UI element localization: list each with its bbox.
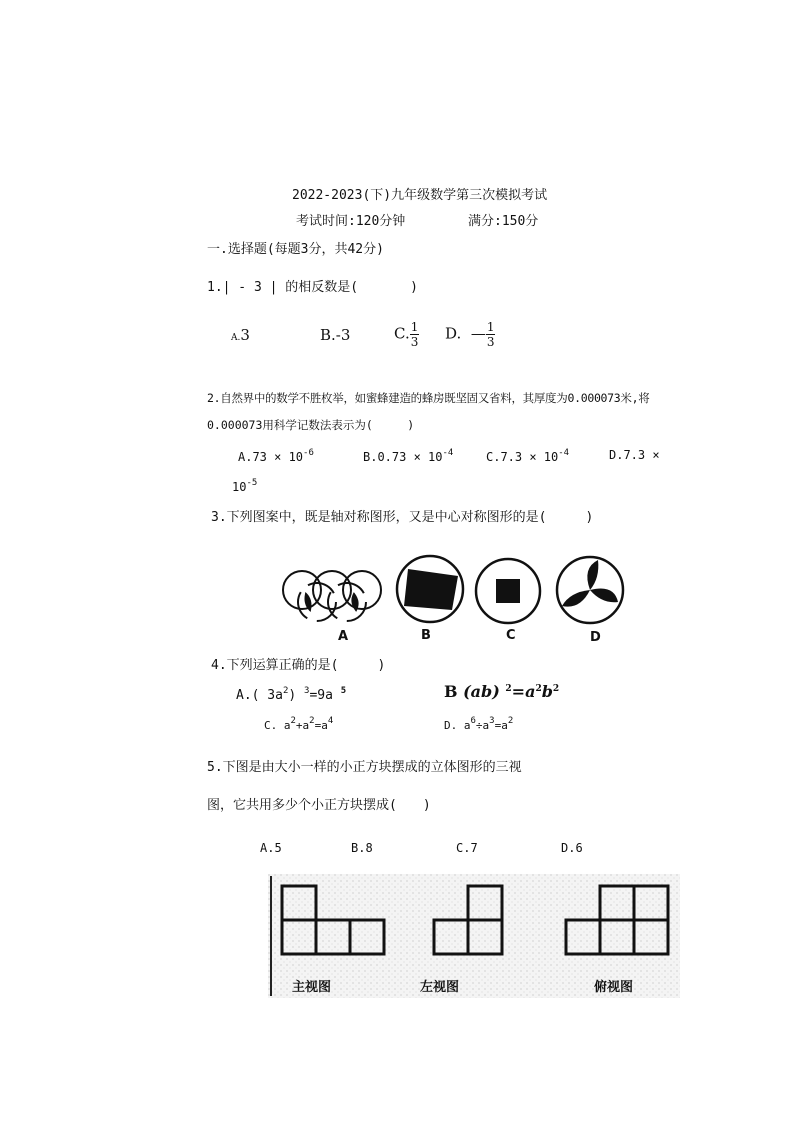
exam-score: 满分:150分: [468, 214, 539, 229]
q3-stem: 3.下列图案中，既是轴对称图形，又是中心对称图形的是( ): [211, 510, 594, 525]
exam-title: 2022-2023(下)九年级数学第三次模拟考试: [292, 188, 548, 203]
q4-option-a: A.( $3a^2$) $^3$=9a $^5$: [236, 686, 347, 703]
q5-stem-line1: 5.下图是由大小一样的小正方块摆成的立体图形的三视: [207, 760, 522, 775]
q3-label-b: B: [421, 628, 431, 643]
exam-time: 考试时间:120分钟: [296, 214, 406, 229]
q2-option-c: $C.7.3 \times 10^{-4}$: [486, 448, 570, 464]
q3-figures: [276, 552, 636, 652]
q4-stem: 4.下列运算正确的是( ): [211, 658, 386, 673]
q4-option-d: D. $a^6\div a^3=a^2$: [444, 716, 514, 732]
front-view-label: 主视图: [292, 980, 332, 995]
q5-stem-line2: 图，它共用多少个小正方块摆成( ): [207, 798, 431, 813]
q5-option-b: B.8: [351, 841, 373, 855]
q3-figure-d: [557, 557, 623, 623]
q3-figure-c: [476, 559, 540, 623]
q3-label-d: D: [590, 630, 601, 645]
q2-option-a: $A.73 \times 10^{-6}$: [238, 448, 314, 464]
q4-option-b: B (ab) $^2=a^2b^2$: [444, 682, 560, 701]
q2-option-d-cont: $10^{-5}$: [232, 478, 258, 494]
q3-figure-b: [397, 556, 463, 622]
q1-option-c: C. $\frac{1}{3}$: [394, 320, 419, 349]
q2-option-b: $B.0.73 \times 10^{-4}$: [363, 448, 454, 464]
q3-label-c: C: [506, 628, 516, 643]
q5-option-d: D.6: [561, 841, 583, 855]
q1-option-a: A.3: [231, 326, 250, 344]
q5-option-a: A.5: [260, 841, 282, 855]
q3-figure-a: [283, 571, 381, 621]
q1-option-b: B.-3: [320, 326, 351, 344]
q4-option-c: C. $a^2+a^2=a^4$: [264, 716, 334, 732]
top-view-label: 俯视图: [594, 980, 634, 995]
section-heading: 一.选择题(每题3分，共42分): [207, 242, 384, 257]
left-view-label: 左视图: [420, 980, 460, 995]
q5-option-c: C.7: [456, 841, 478, 855]
q3-label-a: A: [338, 629, 349, 644]
q1-stem: 1.| - 3 | 的相反数是( ): [207, 280, 418, 295]
q2-option-d: D.7.3 ×: [609, 448, 660, 462]
q2-stem-line1: 2.自然界中的数学不胜枚举，如蜜蜂建造的蜂房既坚固又省料，其厚度为0.000073米,将: [207, 391, 650, 405]
q2-stem-line2: 0.000073用科学记数法表示为( ): [207, 418, 415, 432]
q1-option-d: D. — $\frac{1}{3}$: [445, 320, 495, 349]
